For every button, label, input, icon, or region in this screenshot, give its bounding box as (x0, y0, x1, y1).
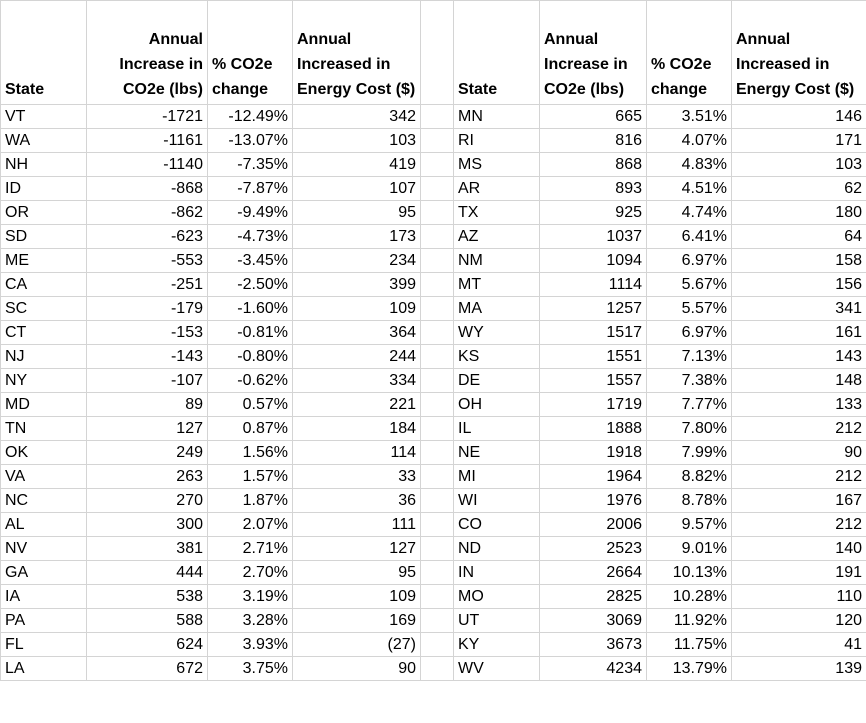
cell-co2-increase[interactable]: 2664 (540, 561, 647, 585)
cell-co2-increase[interactable]: 624 (87, 633, 208, 657)
spacer-cell[interactable] (421, 393, 454, 417)
cell-co2-pct-change[interactable]: 1.87% (208, 489, 293, 513)
cell-co2-increase[interactable]: 249 (87, 441, 208, 465)
cell-state[interactable]: NM (454, 249, 540, 273)
table-row (1, 489, 866, 513)
cell-co2-increase[interactable]: 893 (540, 177, 647, 201)
header-state-text: State (458, 81, 498, 98)
cell-energy-cost[interactable]: 212 (732, 465, 866, 489)
cell-state[interactable]: CA (1, 273, 87, 297)
cell-state[interactable]: CO (454, 513, 540, 537)
spacer-cell[interactable] (421, 609, 454, 633)
cell-energy-cost[interactable]: 156 (732, 273, 866, 297)
spacer-cell[interactable] (421, 177, 454, 201)
cell-co2-increase[interactable]: 1888 (540, 417, 647, 441)
cell-state[interactable]: OH (454, 393, 540, 417)
table-body (1, 105, 866, 681)
cell-energy-cost[interactable]: 399 (293, 273, 421, 297)
cell-energy-cost[interactable]: 64 (732, 225, 866, 249)
cell-co2-pct-change[interactable]: 7.80% (647, 417, 732, 441)
header-cost-right (732, 1, 866, 105)
spacer-cell[interactable] (421, 369, 454, 393)
header-state-text: State (5, 81, 45, 98)
spacer-cell[interactable] (421, 201, 454, 225)
cell-co2-pct-change[interactable]: 4.74% (647, 201, 732, 225)
cell-co2-increase[interactable]: 816 (540, 129, 647, 153)
cell-energy-cost[interactable]: 103 (293, 129, 421, 153)
cell-state[interactable]: MS (454, 153, 540, 177)
cell-energy-cost[interactable]: 364 (293, 321, 421, 345)
cell-co2-pct-change[interactable]: 6.41% (647, 225, 732, 249)
cell-energy-cost[interactable]: 419 (293, 153, 421, 177)
cell-co2-pct-change[interactable]: 7.99% (647, 441, 732, 465)
cell-energy-cost[interactable]: 341 (732, 297, 866, 321)
cell-state[interactable]: PA (1, 609, 87, 633)
cell-co2-increase[interactable]: 2006 (540, 513, 647, 537)
cell-energy-cost[interactable]: 171 (732, 129, 866, 153)
cell-co2-pct-change[interactable]: 3.28% (208, 609, 293, 633)
cell-state[interactable]: DE (454, 369, 540, 393)
cell-energy-cost[interactable]: 139 (732, 657, 866, 681)
cell-energy-cost[interactable]: 41 (732, 633, 866, 657)
cell-co2-pct-change[interactable]: -7.87% (208, 177, 293, 201)
cell-co2-increase[interactable]: 588 (87, 609, 208, 633)
cell-energy-cost[interactable]: 110 (732, 585, 866, 609)
cell-energy-cost[interactable]: 95 (293, 561, 421, 585)
cell-state[interactable]: NH (1, 153, 87, 177)
cell-energy-cost[interactable]: 342 (293, 105, 421, 129)
header-pct-line2: change (212, 81, 269, 98)
cell-co2-pct-change[interactable]: 9.57% (647, 513, 732, 537)
cell-state[interactable]: WY (454, 321, 540, 345)
cell-co2-pct-change[interactable]: -3.45% (208, 249, 293, 273)
cell-co2-increase[interactable]: 4234 (540, 657, 647, 681)
cell-co2-increase[interactable]: -153 (87, 321, 208, 345)
cell-co2-pct-change[interactable]: -9.49% (208, 201, 293, 225)
table-row (1, 441, 866, 465)
table-row (1, 273, 866, 297)
header-cost-line2: Increased in (736, 56, 830, 73)
cell-co2-pct-change[interactable]: 3.93% (208, 633, 293, 657)
cell-state[interactable]: NC (1, 489, 87, 513)
cell-co2-pct-change[interactable]: 4.83% (647, 153, 732, 177)
cell-energy-cost[interactable]: 180 (732, 201, 866, 225)
cell-energy-cost[interactable]: 244 (293, 345, 421, 369)
table-row (1, 225, 866, 249)
cell-energy-cost[interactable]: 334 (293, 369, 421, 393)
cell-co2-pct-change[interactable]: 4.07% (647, 129, 732, 153)
cell-energy-cost[interactable]: 167 (732, 489, 866, 513)
table-row (1, 393, 866, 417)
cell-energy-cost[interactable]: 109 (293, 297, 421, 321)
cell-state[interactable]: ME (1, 249, 87, 273)
cell-energy-cost[interactable]: 212 (732, 513, 866, 537)
cell-state[interactable]: KS (454, 345, 540, 369)
cell-state[interactable]: AL (1, 513, 87, 537)
cell-energy-cost[interactable]: 184 (293, 417, 421, 441)
cell-state[interactable]: SC (1, 297, 87, 321)
header-co2-line1: Annual (148, 31, 203, 48)
table-row (1, 465, 866, 489)
header-cost-line1: Annual (736, 31, 791, 48)
header-cost-line3: Energy Cost ($) (297, 81, 416, 98)
cell-energy-cost[interactable]: 127 (293, 537, 421, 561)
cell-energy-cost[interactable]: 90 (293, 657, 421, 681)
cell-co2-pct-change[interactable]: 9.01% (647, 537, 732, 561)
cell-co2-increase[interactable]: 3069 (540, 609, 647, 633)
header-state-right (454, 1, 540, 105)
cell-co2-increase[interactable]: 2825 (540, 585, 647, 609)
cell-co2-increase[interactable]: 1964 (540, 465, 647, 489)
header-cost-line3: Energy Cost ($) (736, 81, 855, 98)
cell-co2-increase[interactable]: -107 (87, 369, 208, 393)
cell-co2-pct-change[interactable]: 2.70% (208, 561, 293, 585)
cell-co2-pct-change[interactable]: 0.87% (208, 417, 293, 441)
cell-co2-pct-change[interactable]: 8.78% (647, 489, 732, 513)
cell-co2-increase[interactable]: -1161 (87, 129, 208, 153)
header-pct-line2: change (651, 81, 708, 98)
cell-energy-cost[interactable]: 95 (293, 201, 421, 225)
spacer-cell[interactable] (421, 585, 454, 609)
spacer-cell[interactable] (421, 105, 454, 129)
cell-co2-pct-change[interactable]: 3.75% (208, 657, 293, 681)
cell-energy-cost[interactable]: 143 (732, 345, 866, 369)
cell-state[interactable]: CT (1, 321, 87, 345)
spacer-cell[interactable] (421, 153, 454, 177)
cell-co2-increase[interactable]: 2523 (540, 537, 647, 561)
cell-energy-cost[interactable]: 107 (293, 177, 421, 201)
cell-co2-increase[interactable]: 1976 (540, 489, 647, 513)
cell-co2-pct-change[interactable]: 3.19% (208, 585, 293, 609)
table-row (1, 369, 866, 393)
cell-co2-increase[interactable]: 381 (87, 537, 208, 561)
cell-state[interactable]: WV (454, 657, 540, 681)
cell-co2-increase[interactable]: -1140 (87, 153, 208, 177)
table-row (1, 609, 866, 633)
cell-co2-increase[interactable]: 925 (540, 201, 647, 225)
table-row (1, 633, 866, 657)
cell-energy-cost[interactable]: 221 (293, 393, 421, 417)
table-row (1, 417, 866, 441)
cell-state[interactable]: SD (1, 225, 87, 249)
cell-energy-cost[interactable]: 173 (293, 225, 421, 249)
spacer-column-header (421, 1, 454, 105)
cell-co2-pct-change[interactable]: 5.57% (647, 297, 732, 321)
cell-state[interactable]: OK (1, 441, 87, 465)
cell-co2-pct-change[interactable]: -12.49% (208, 105, 293, 129)
cell-co2-pct-change[interactable]: -13.07% (208, 129, 293, 153)
cell-energy-cost[interactable]: 169 (293, 609, 421, 633)
cell-co2-increase[interactable]: -179 (87, 297, 208, 321)
cell-co2-increase[interactable]: -143 (87, 345, 208, 369)
cell-energy-cost[interactable]: 158 (732, 249, 866, 273)
cell-state[interactable]: AZ (454, 225, 540, 249)
header-co2-right (540, 1, 647, 105)
cell-state[interactable]: MI (454, 465, 540, 489)
spacer-cell[interactable] (421, 441, 454, 465)
cell-state[interactable]: MN (454, 105, 540, 129)
cell-co2-increase[interactable]: 1114 (540, 273, 647, 297)
cell-co2-pct-change[interactable]: 6.97% (647, 249, 732, 273)
cell-co2-pct-change[interactable]: 7.13% (647, 345, 732, 369)
cell-state[interactable]: FL (1, 633, 87, 657)
cell-co2-pct-change[interactable]: -0.81% (208, 321, 293, 345)
header-pct-line1: % CO2e (212, 56, 273, 73)
header-co2-line1: Annual (544, 31, 599, 48)
spacer-cell[interactable] (421, 513, 454, 537)
cell-state[interactable]: WA (1, 129, 87, 153)
cell-state[interactable]: LA (1, 657, 87, 681)
cell-energy-cost[interactable]: 191 (732, 561, 866, 585)
cell-energy-cost[interactable]: 140 (732, 537, 866, 561)
cell-co2-increase[interactable]: 1517 (540, 321, 647, 345)
cell-state[interactable]: AR (454, 177, 540, 201)
cell-energy-cost[interactable]: 212 (732, 417, 866, 441)
cell-state[interactable]: GA (1, 561, 87, 585)
header-pct-line1: % CO2e (651, 56, 712, 73)
cell-state[interactable]: MD (1, 393, 87, 417)
header-co2-line3: CO2e (lbs) (122, 81, 203, 98)
spacer-cell[interactable] (421, 465, 454, 489)
cell-energy-cost[interactable]: 114 (293, 441, 421, 465)
cell-co2-pct-change[interactable]: -0.62% (208, 369, 293, 393)
cell-state[interactable]: RI (454, 129, 540, 153)
cell-state[interactable]: KY (454, 633, 540, 657)
cell-state[interactable]: NE (454, 441, 540, 465)
cell-energy-cost[interactable]: 36 (293, 489, 421, 513)
cell-energy-cost[interactable]: 146 (732, 105, 866, 129)
cell-state[interactable]: NV (1, 537, 87, 561)
cell-energy-cost[interactable]: 133 (732, 393, 866, 417)
cell-state[interactable]: UT (454, 609, 540, 633)
cell-co2-increase[interactable]: -868 (87, 177, 208, 201)
table-row (1, 561, 866, 585)
cell-co2-pct-change[interactable]: -0.80% (208, 345, 293, 369)
cell-state[interactable]: VT (1, 105, 87, 129)
spacer-cell[interactable] (421, 345, 454, 369)
cell-co2-pct-change[interactable]: 11.75% (647, 633, 732, 657)
table-row (1, 129, 866, 153)
cell-energy-cost[interactable]: 103 (732, 153, 866, 177)
header-state-left (1, 1, 87, 105)
spacer-cell[interactable] (421, 273, 454, 297)
spacer-cell[interactable] (421, 225, 454, 249)
cell-co2-pct-change[interactable]: -7.35% (208, 153, 293, 177)
cell-co2-increase[interactable]: -862 (87, 201, 208, 225)
cell-co2-increase[interactable]: 672 (87, 657, 208, 681)
cell-co2-increase[interactable]: -623 (87, 225, 208, 249)
header-row (1, 1, 866, 105)
header-co2-left (87, 1, 208, 105)
header-pct-right (647, 1, 732, 105)
cell-energy-cost[interactable]: (27) (293, 633, 421, 657)
cell-state[interactable]: ID (1, 177, 87, 201)
cell-energy-cost[interactable]: 33 (293, 465, 421, 489)
cell-energy-cost[interactable]: 234 (293, 249, 421, 273)
cell-state[interactable]: IA (1, 585, 87, 609)
cell-co2-increase[interactable]: 444 (87, 561, 208, 585)
cell-co2-pct-change[interactable]: 5.67% (647, 273, 732, 297)
spacer-cell[interactable] (421, 297, 454, 321)
cell-co2-pct-change[interactable]: 4.51% (647, 177, 732, 201)
table-row (1, 321, 866, 345)
header-co2-line3: CO2e (lbs) (544, 81, 625, 98)
cell-state[interactable]: TN (1, 417, 87, 441)
header-co2-line2: Increase in (119, 56, 203, 73)
header-cost-line2: Increased in (297, 56, 391, 73)
spacer-cell[interactable] (421, 249, 454, 273)
cell-co2-increase[interactable]: 89 (87, 393, 208, 417)
cell-co2-increase[interactable]: 300 (87, 513, 208, 537)
cell-co2-pct-change[interactable]: 1.56% (208, 441, 293, 465)
cell-state[interactable]: VA (1, 465, 87, 489)
cell-co2-increase[interactable]: 665 (540, 105, 647, 129)
cell-co2-pct-change[interactable]: 7.77% (647, 393, 732, 417)
cell-co2-increase[interactable]: 127 (87, 417, 208, 441)
spacer-cell[interactable] (421, 417, 454, 441)
table-row (1, 585, 866, 609)
cell-co2-pct-change[interactable]: 7.38% (647, 369, 732, 393)
cell-energy-cost[interactable]: 109 (293, 585, 421, 609)
cell-co2-increase[interactable]: 1257 (540, 297, 647, 321)
cell-co2-increase[interactable]: -553 (87, 249, 208, 273)
spacer-cell[interactable] (421, 489, 454, 513)
cell-co2-pct-change[interactable]: -1.60% (208, 297, 293, 321)
cell-co2-increase[interactable]: 1918 (540, 441, 647, 465)
table-row (1, 297, 866, 321)
cell-co2-pct-change[interactable]: 13.79% (647, 657, 732, 681)
cell-co2-pct-change[interactable]: -2.50% (208, 273, 293, 297)
cell-state[interactable]: ND (454, 537, 540, 561)
cell-co2-increase[interactable]: 263 (87, 465, 208, 489)
table-row (1, 153, 866, 177)
cell-co2-pct-change[interactable]: 11.92% (647, 609, 732, 633)
cell-energy-cost[interactable]: 90 (732, 441, 866, 465)
table-row (1, 513, 866, 537)
spacer-cell[interactable] (421, 561, 454, 585)
cell-co2-increase[interactable]: -251 (87, 273, 208, 297)
cell-state[interactable]: TX (454, 201, 540, 225)
cell-co2-increase[interactable]: 3673 (540, 633, 647, 657)
cell-co2-increase[interactable]: -1721 (87, 105, 208, 129)
table-row (1, 177, 866, 201)
cell-co2-pct-change[interactable]: 2.71% (208, 537, 293, 561)
cell-state[interactable]: NY (1, 369, 87, 393)
cell-co2-increase[interactable]: 1094 (540, 249, 647, 273)
cell-co2-increase[interactable]: 1037 (540, 225, 647, 249)
cell-state[interactable]: IL (454, 417, 540, 441)
cell-co2-pct-change[interactable]: 0.57% (208, 393, 293, 417)
table-row (1, 105, 866, 129)
table-row (1, 201, 866, 225)
cell-co2-pct-change[interactable]: 2.07% (208, 513, 293, 537)
cell-co2-pct-change[interactable]: -4.73% (208, 225, 293, 249)
spacer-cell[interactable] (421, 657, 454, 681)
cell-co2-pct-change[interactable]: 1.57% (208, 465, 293, 489)
table-row (1, 657, 866, 681)
cell-co2-pct-change[interactable]: 10.13% (647, 561, 732, 585)
header-co2-line2: Increase in (544, 56, 628, 73)
spacer-cell[interactable] (421, 321, 454, 345)
header-pct-left (208, 1, 293, 105)
cell-co2-increase[interactable]: 270 (87, 489, 208, 513)
spacer-cell[interactable] (421, 129, 454, 153)
cell-co2-pct-change[interactable]: 6.97% (647, 321, 732, 345)
cell-energy-cost[interactable]: 148 (732, 369, 866, 393)
cell-state[interactable]: MA (454, 297, 540, 321)
cell-co2-increase[interactable]: 538 (87, 585, 208, 609)
cell-energy-cost[interactable]: 161 (732, 321, 866, 345)
table-row (1, 249, 866, 273)
table-row (1, 345, 866, 369)
cell-state[interactable]: IN (454, 561, 540, 585)
cell-co2-pct-change[interactable]: 10.28% (647, 585, 732, 609)
header-cost-line1: Annual (297, 31, 352, 48)
spacer-cell[interactable] (421, 537, 454, 561)
cell-energy-cost[interactable]: 120 (732, 609, 866, 633)
cell-co2-pct-change[interactable]: 3.51% (647, 105, 732, 129)
table-row (1, 537, 866, 561)
spacer-cell[interactable] (421, 633, 454, 657)
cell-co2-increase[interactable]: 1551 (540, 345, 647, 369)
cell-state[interactable]: NJ (1, 345, 87, 369)
cell-state[interactable]: WI (454, 489, 540, 513)
cell-co2-increase[interactable]: 1557 (540, 369, 647, 393)
cell-energy-cost[interactable]: 62 (732, 177, 866, 201)
cell-state[interactable]: MO (454, 585, 540, 609)
header-cost-left (293, 1, 421, 105)
cell-state[interactable]: MT (454, 273, 540, 297)
cell-co2-pct-change[interactable]: 8.82% (647, 465, 732, 489)
cell-state[interactable]: OR (1, 201, 87, 225)
cell-co2-increase[interactable]: 868 (540, 153, 647, 177)
cell-energy-cost[interactable]: 111 (293, 513, 421, 537)
cell-co2-increase[interactable]: 1719 (540, 393, 647, 417)
